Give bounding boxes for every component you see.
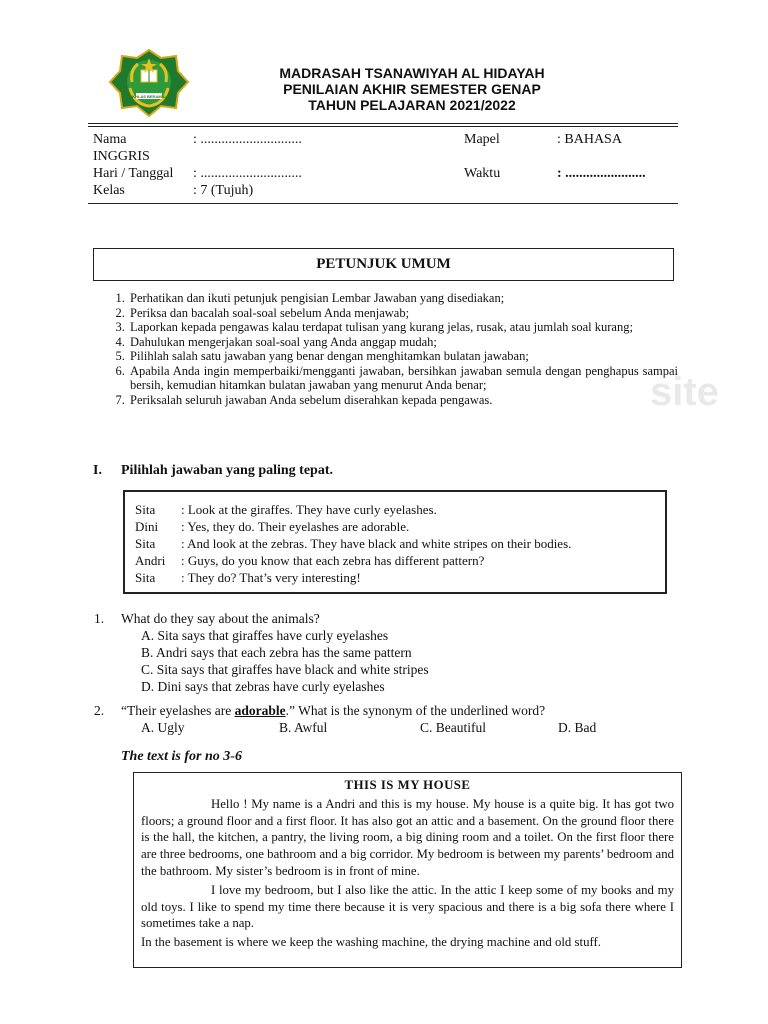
mapel-value: : BAHASA bbox=[557, 132, 622, 147]
question-number: 2. bbox=[94, 703, 105, 718]
text-intro: The text is for no 3-6 bbox=[121, 749, 242, 764]
instruction-item: 5. Pilihlah salah satu jawaban yang benar dengan menghitamkan bulatan jawaban; bbox=[128, 349, 678, 364]
answer-option[interactable]: C. Sita says that giraffes have black and white stripes bbox=[141, 662, 429, 677]
school-logo bbox=[108, 48, 190, 120]
instruction-item: 2. Periksa dan bacalah soal-soal sebelum Anda menjawab; bbox=[128, 306, 678, 321]
dialog-text: : Guys, do you know that each zebra has different pattern? bbox=[181, 553, 485, 568]
mapel-value-wrap: INGGRIS bbox=[93, 149, 150, 164]
dialog-line bbox=[135, 552, 484, 569]
nama-label: Nama bbox=[93, 132, 127, 147]
reading-paragraph: In the basement is where we keep the washing machine, the drying machine and old stuff. bbox=[141, 935, 601, 950]
dialog-line bbox=[135, 501, 437, 518]
instruction-item: 1. Perhatikan dan ikuti petunjuk pengisian Lembar Jawaban yang disediakan; bbox=[128, 291, 678, 306]
answer-option[interactable]: C. Beautiful bbox=[420, 720, 486, 735]
dialog-speaker: Sita bbox=[135, 536, 156, 551]
petunjuk-title: PETUNJUK UMUM bbox=[93, 248, 674, 281]
instruction-item: 4. Dahulukan mengerjakan soal-soal yang Anda anggap mudah; bbox=[128, 335, 678, 350]
kelas-label: Kelas bbox=[93, 183, 125, 198]
info-divider bbox=[88, 203, 678, 204]
dialog-speaker: Andri bbox=[135, 553, 166, 568]
answer-option[interactable]: A. Sita says that giraffes have curly eyelashes bbox=[141, 628, 389, 643]
reading-passage bbox=[133, 772, 682, 968]
question-text-before: “Their eyelashes are bbox=[121, 703, 235, 718]
nama-field[interactable]: : ............................. bbox=[193, 132, 302, 147]
answer-option[interactable]: A. Ugly bbox=[141, 720, 185, 735]
reading-title: THIS IS MY HOUSE bbox=[344, 778, 471, 792]
question-text: What do they say about the animals? bbox=[121, 611, 320, 626]
academic-year: TAHUN PELAJARAN 2021/2022 bbox=[308, 97, 516, 113]
exam-title: PENILAIAN AKHIR SEMESTER GENAP bbox=[283, 81, 541, 97]
answer-option[interactable]: D. Bad bbox=[558, 720, 597, 735]
dialog-line bbox=[135, 518, 409, 535]
question-text bbox=[121, 702, 545, 719]
header-divider bbox=[88, 123, 678, 124]
header-divider-thin bbox=[88, 126, 678, 127]
reading-paragraph: I love my bedroom, but I also like the attic. In the attic I keep some of my books and my old toys. I like to spend my time there because it is very spacious and there is a big sofa there where I sometimes take a nap. bbox=[141, 882, 674, 931]
section-instruction: Pilihlah jawaban yang paling tepat. bbox=[121, 463, 333, 478]
kelas-value: : 7 (Tujuh) bbox=[193, 183, 254, 198]
instruction-list bbox=[110, 291, 678, 407]
dialog-speaker: Dini bbox=[135, 519, 159, 534]
instruction-item: 3. Laporkan kepada pengawas kalau terdapat tulisan yang kurang jelas, rusak, atau jumlah soal kurang; bbox=[128, 320, 678, 335]
instruction-item: 7. Periksalah seluruh jawaban Anda sebelum diserahkan kepada pengawas. bbox=[128, 393, 678, 408]
reading-paragraph: Hello ! My name is a Andri and this is my house. My house is a quite big. It has got two floors; a ground floor and a first floor. It has also got an attic and a basement. On the ground floor there is the hall, the kitchen, a pantry, the living room, a big dining room and a toilet. On the first floor there are three bedrooms, one bathroom and a big corridor. My bedroom is between my parents’ bedroom and the bathroom. My sister’s bedroom is in front of mine. bbox=[141, 796, 674, 878]
dialog-text: : And look at the zebras. They have black and white stripes on their bodies. bbox=[181, 536, 572, 551]
dialog-line bbox=[135, 535, 571, 552]
answer-option[interactable]: D. Dini says that zebras have curly eyelashes bbox=[141, 679, 385, 694]
dialog-line bbox=[135, 569, 361, 586]
underlined-word: adorable bbox=[234, 703, 286, 718]
waktu-field[interactable]: : ....................... bbox=[557, 166, 646, 181]
dialog-text: : Look at the giraffes. They have curly eyelashes. bbox=[181, 502, 437, 517]
waktu-label: Waktu bbox=[464, 166, 501, 181]
svg-text:IKHLAS BERAMAL: IKHLAS BERAMAL bbox=[131, 94, 167, 99]
answer-option[interactable]: B. Awful bbox=[279, 720, 328, 735]
dialog-text: : They do? That’s very interesting! bbox=[181, 570, 361, 585]
instruction-item: 6. Apabila Anda ingin memperbaiki/mengganti jawaban, bersihkan jawaban semula dengan penghapus sampai bersih, kemudian hitamkan bulatan jawaban yang menurut Anda benar; bbox=[128, 364, 678, 393]
dialog-speaker: Sita bbox=[135, 570, 156, 585]
mapel-label: Mapel bbox=[464, 132, 500, 147]
question-number: 1. bbox=[94, 611, 105, 626]
section-number: I. bbox=[93, 463, 102, 478]
answer-option[interactable]: B. Andri says that each zebra has the same pattern bbox=[141, 645, 412, 660]
dialog-box bbox=[123, 490, 667, 594]
dialog-speaker: Sita bbox=[135, 502, 156, 517]
watermark: site bbox=[650, 370, 719, 414]
school-name: MADRASAH TSANAWIYAH AL HIDAYAH bbox=[279, 65, 545, 81]
dialog-text: : Yes, they do. Their eyelashes are adorable. bbox=[181, 519, 410, 534]
tanggal-field[interactable]: : ............................. bbox=[193, 166, 302, 181]
tanggal-label: Hari / Tanggal bbox=[93, 166, 174, 181]
question-text-after: .” What is the synonym of the underlined word? bbox=[285, 703, 546, 718]
